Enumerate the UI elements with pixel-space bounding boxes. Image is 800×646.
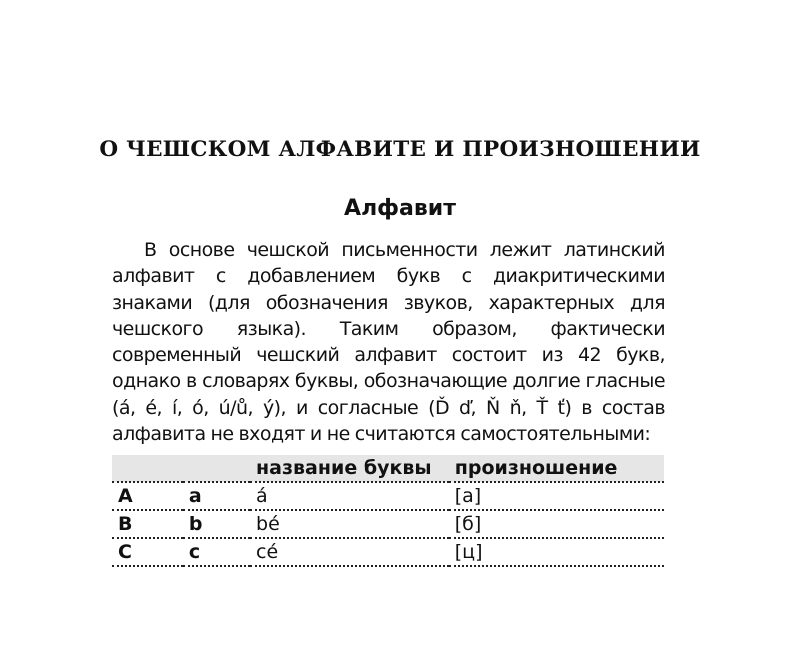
letter-name: bé bbox=[250, 510, 449, 538]
header-lowercase bbox=[183, 455, 250, 482]
lowercase-letter: b bbox=[183, 510, 250, 538]
header-uppercase bbox=[112, 455, 183, 482]
header-pronunciation: произношение bbox=[449, 455, 664, 482]
section-title: Алфавит bbox=[344, 196, 456, 221]
header-row bbox=[112, 455, 664, 482]
pronunciation: [а] bbox=[449, 482, 664, 510]
lowercase-letter: a bbox=[183, 482, 250, 510]
table-row bbox=[112, 510, 664, 538]
alphabet-table-body bbox=[112, 482, 664, 566]
uppercase-letter: C bbox=[112, 538, 183, 566]
letter-name: á bbox=[250, 482, 449, 510]
pronunciation: [б] bbox=[449, 510, 664, 538]
pronunciation: [ц] bbox=[449, 538, 664, 566]
uppercase-letter: A bbox=[112, 482, 183, 510]
intro-paragraph: В основе чешской письменности лежит латинский алфавит с добавлением букв с диакритическими знаками (для обозначения звуков, характерных для чешского языка). Таким образом, фактически современный чешский алфавит состоит из 42 букв, однако в словарях буквы, обозначающие долгие гласные (á, é, í, ó, ú/ů, ý), и согласные (Ď ď, Ň ň, Ť ť) в состав алфавита не входят и не считаются самостоятельными: bbox=[112, 239, 665, 446]
table-row bbox=[112, 538, 664, 566]
uppercase-letter: B bbox=[112, 510, 183, 538]
alphabet-table bbox=[112, 455, 664, 567]
table-row bbox=[112, 482, 664, 510]
alphabet-table-header bbox=[112, 455, 664, 482]
header-letter-name: название буквы bbox=[250, 455, 449, 482]
lowercase-letter: c bbox=[183, 538, 250, 566]
letter-name: cé bbox=[250, 538, 449, 566]
chapter-title: О ЧЕШСКОМ АЛФАВИТЕ И ПРОИЗНОШЕНИИ bbox=[99, 137, 701, 162]
